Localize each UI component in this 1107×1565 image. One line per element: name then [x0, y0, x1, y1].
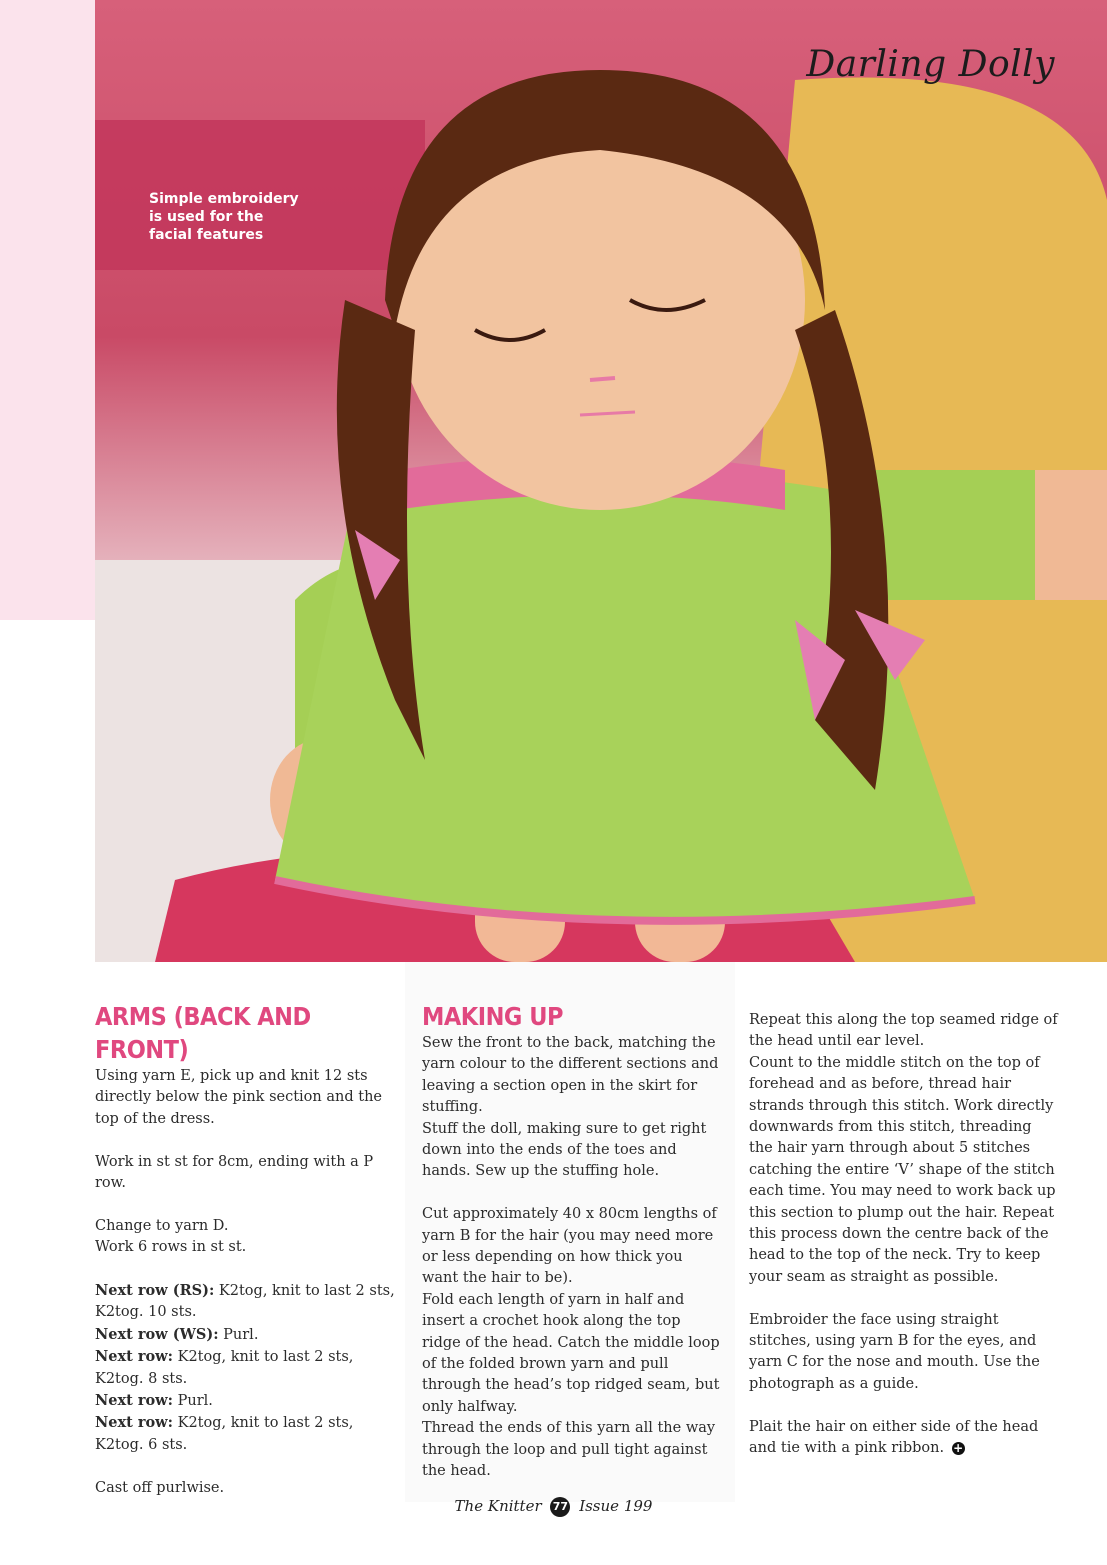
cont-para-4	[749, 1417, 1059, 1460]
arms-para-3b: Work 6 rows in st st.	[95, 1239, 247, 1256]
cont-para-2: Count to the middle stitch on the top of forehead and as before, thread hair strands through this stitch. Work directly downwards from this stitch, threading the hair yarn through about 5 stitches catching the entire ‘V’ shape of the stitch each time. You may need to work back up this section to plump out the hair. Repeat this process down the centre back of the head to the top of the neck. Try to keep your seam as straight as possible.	[749, 1054, 1056, 1285]
making-up-para-3: Cut approximately 40 x 80cm lengths of yarn B for the hair (you may need more or less depending on how thick you want the hair to be).	[422, 1206, 717, 1287]
row-label: Next row:	[95, 1392, 174, 1410]
row-instruction	[95, 1324, 395, 1346]
doll-nose	[590, 378, 615, 380]
row-text: Purl.	[173, 1393, 213, 1410]
doll-illustration	[95, 0, 1107, 962]
making-up-para-5: Thread the ends of this yarn all the way through the loop and pull tight against the head.	[422, 1420, 716, 1480]
making-up-para-4: Fold each length of yarn in half and insert a crochet hook along the top ridge of the head. Catch the middle loop of the folded brown yarn and pull through the head’s top ridged seam, but only halfway.	[422, 1291, 720, 1415]
row-text: Purl.	[218, 1326, 259, 1343]
row-instructions	[95, 1280, 395, 1456]
arms-section	[95, 1000, 395, 1499]
arms-heading: ARMS (BACK AND FRONT)	[95, 1002, 311, 1064]
running-head: Darling Dolly	[806, 44, 1055, 85]
arms-para-1: Using yarn E, pick up and knit 12 sts directly below the pink section and the top of the dress.	[95, 1068, 382, 1127]
arms-para-4: Cast off purlwise.	[95, 1479, 225, 1496]
row-label: Next row:	[95, 1348, 174, 1366]
cont-para-3: Embroider the face using straight stitches, using yarn B for the eyes, and yarn C for the nose and mouth. Use the photograph as a guide.	[749, 1311, 1040, 1392]
row-label: Next row (RS):	[95, 1282, 215, 1300]
row-instruction	[95, 1390, 395, 1412]
arms-para-3a: Change to yarn D.	[95, 1217, 229, 1234]
making-up-continued	[749, 1010, 1059, 1460]
magazine-name: The Knitter	[454, 1497, 542, 1515]
row-text: K2tog, knit to last 2 sts, K2tog. 8 sts.	[95, 1349, 354, 1387]
row-instruction	[95, 1346, 395, 1390]
making-up-para-1: Sew the front to the back, matching the yarn colour to the different sections and leaving a section open in the skirt for stuffing.	[422, 1035, 719, 1116]
making-up-para-2: Stuff the doll, making sure to get right down into the ends of the toes and hands. Sew up the stuffing hole.	[422, 1120, 707, 1180]
row-text: K2tog, knit to last 2 sts, K2tog. 10 sts.	[95, 1283, 395, 1321]
arms-para-2: Work in st st for 8cm, ending with a P row.	[95, 1153, 374, 1192]
cont-para-4-text: Plait the hair on either side of the head and tie with a pink ribbon.	[749, 1418, 1039, 1457]
photo-caption: Simple embroidery is used for the facial features	[149, 191, 299, 243]
doll-photo	[95, 0, 1107, 962]
issue-number: Issue 199	[579, 1497, 653, 1515]
row-label: Next row (WS):	[95, 1325, 219, 1343]
page-number: 77	[550, 1497, 570, 1517]
pink-margin-tab	[0, 0, 95, 620]
cont-para-1: Repeat this along the top seamed ridge of the head until ear level.	[749, 1012, 1058, 1050]
end-mark-icon	[952, 1442, 965, 1455]
making-up-heading: MAKING UP	[422, 1002, 563, 1031]
row-text: K2tog, knit to last 2 sts, K2tog. 6 sts.	[95, 1415, 354, 1453]
row-label: Next row:	[95, 1414, 174, 1432]
page-footer	[0, 1497, 1107, 1517]
making-up-section	[422, 1000, 722, 1483]
row-instruction	[95, 1280, 395, 1324]
doll-hand-right	[1035, 470, 1107, 600]
row-instruction	[95, 1412, 395, 1456]
